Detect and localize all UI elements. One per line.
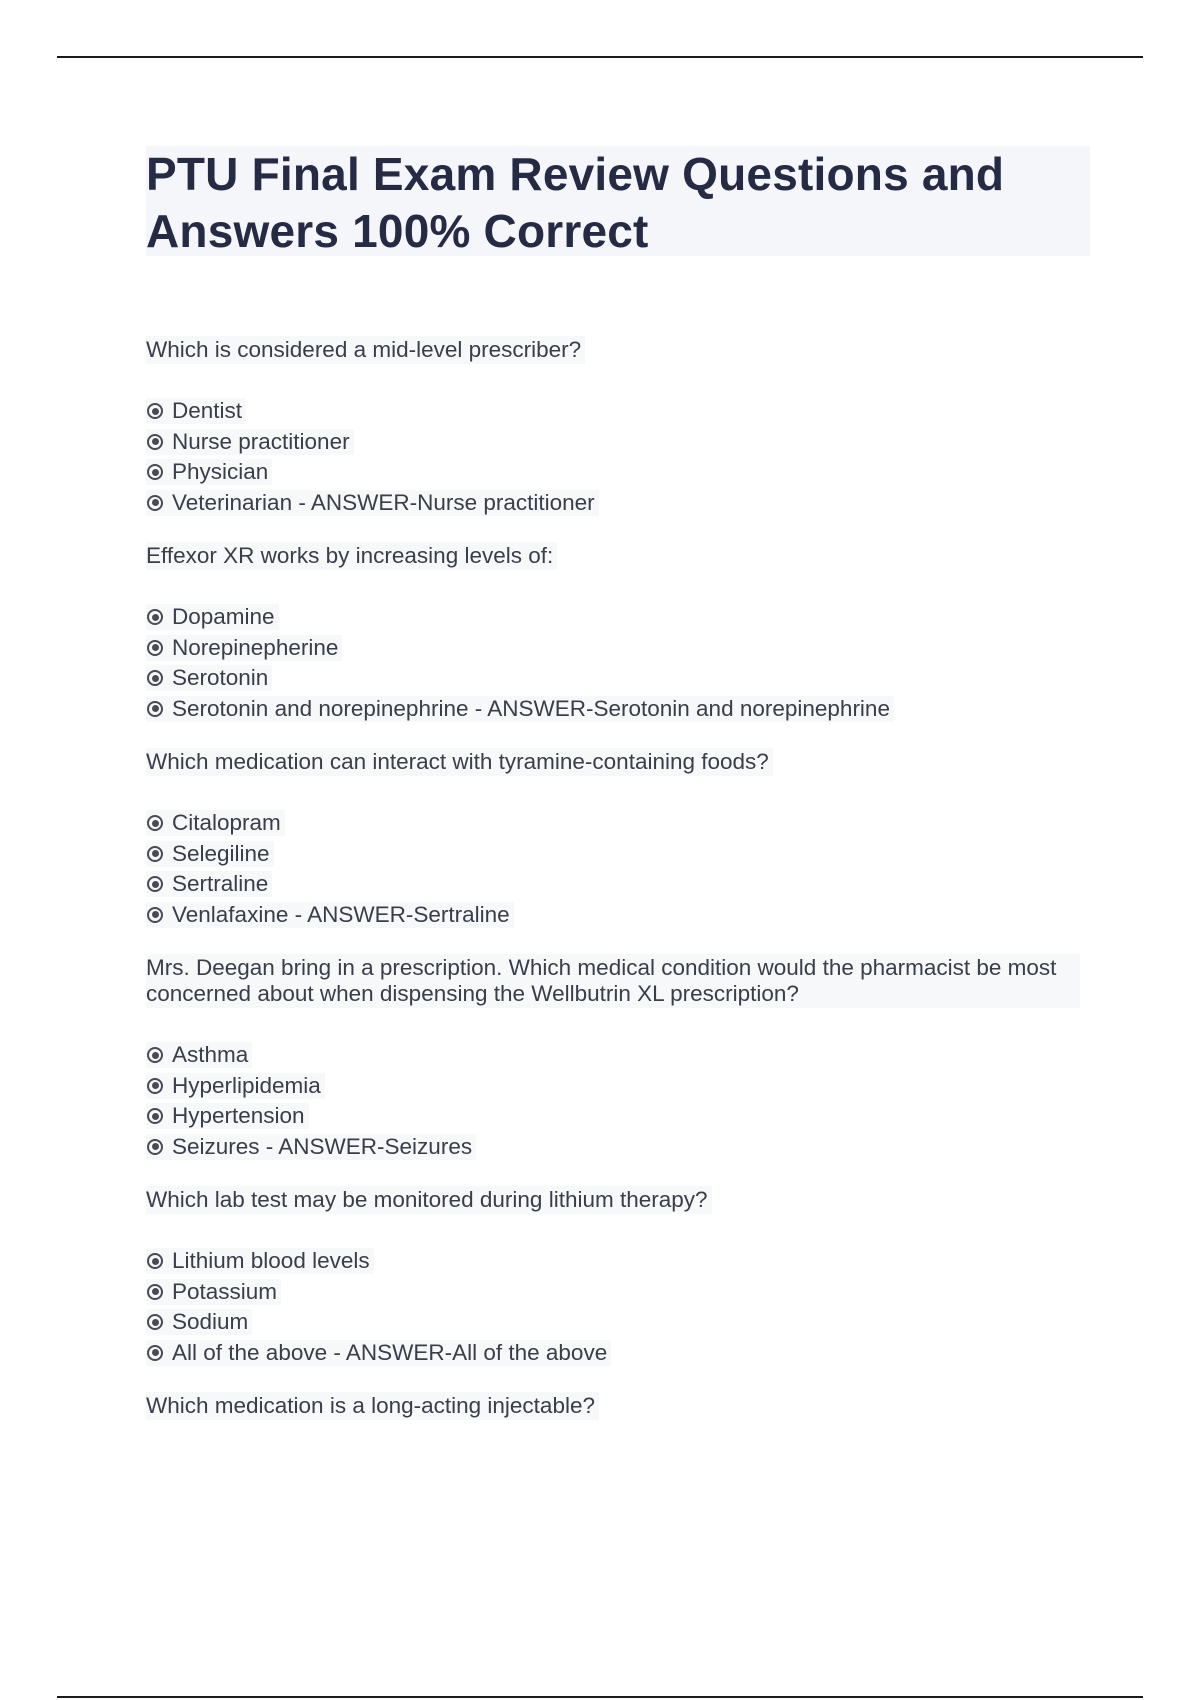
- option-label: Norepinepherine: [172, 634, 339, 660]
- option-list: [146, 1246, 1090, 1368]
- radio-bullet-icon: [147, 1284, 163, 1300]
- radio-bullet-icon: [147, 876, 163, 892]
- option-label: Seizures - ANSWER-Seizures: [172, 1133, 473, 1159]
- question-text: Effexor XR works by increasing levels of:: [146, 542, 557, 570]
- radio-bullet-icon: [147, 495, 163, 511]
- option-item: [146, 839, 1090, 870]
- option-item: [146, 1338, 1090, 1369]
- option-item: [146, 1071, 1090, 1102]
- option-item: [146, 808, 1090, 839]
- option-item: [146, 396, 1090, 427]
- option-item: [146, 602, 1090, 633]
- option-item: [146, 1246, 1090, 1277]
- option-label: Selegiline: [172, 840, 270, 866]
- option-label: Asthma: [172, 1042, 249, 1068]
- radio-bullet-icon: [147, 1047, 163, 1063]
- option-item: [146, 1307, 1090, 1338]
- question-item: [146, 1392, 1090, 1452]
- option-item: [146, 1101, 1090, 1132]
- title-block: [146, 146, 1090, 256]
- option-item: [146, 869, 1090, 900]
- radio-bullet-icon: [147, 846, 163, 862]
- document-title: PTU Final Exam Review Questions and Answers 100% Correct: [146, 148, 1005, 257]
- question-text: Mrs. Deegan bring in a prescription. Which medical condition would the pharmacist be most concerned about when dispensing the Wellbutrin XL prescription?: [146, 954, 1080, 1008]
- option-list: [146, 396, 1090, 518]
- top-rule: [57, 56, 1143, 58]
- radio-bullet-icon: [147, 434, 163, 450]
- question-item: [146, 542, 1090, 724]
- option-item: [146, 1040, 1090, 1071]
- radio-bullet-icon: [147, 907, 163, 923]
- radio-bullet-icon: [147, 464, 163, 480]
- option-label: Nurse practitioner: [172, 428, 350, 454]
- option-label: Physician: [172, 459, 269, 485]
- option-item: [146, 427, 1090, 458]
- radio-bullet-icon: [147, 701, 163, 717]
- radio-bullet-icon: [147, 1253, 163, 1269]
- radio-bullet-icon: [147, 815, 163, 831]
- question-text: Which lab test may be monitored during lithium therapy?: [146, 1186, 712, 1214]
- radio-bullet-icon: [147, 1108, 163, 1124]
- radio-bullet-icon: [147, 1314, 163, 1330]
- option-item: [146, 457, 1090, 488]
- radio-bullet-icon: [147, 1345, 163, 1361]
- question-item: [146, 336, 1090, 518]
- radio-bullet-icon: [147, 670, 163, 686]
- question-list: [146, 336, 1090, 1476]
- question-item: [146, 748, 1090, 930]
- option-list: [146, 808, 1090, 930]
- option-label: Serotonin: [172, 665, 269, 691]
- option-label: Veterinarian - ANSWER-Nurse practitioner: [172, 489, 595, 515]
- option-label: Serotonin and norepinephrine - ANSWER-Serotonin and norepinephrine: [172, 695, 890, 721]
- option-item: [146, 694, 1090, 725]
- option-list: [146, 1040, 1090, 1162]
- bottom-rule: [57, 1696, 1143, 1698]
- question-item: [146, 954, 1090, 1162]
- option-item: [146, 633, 1090, 664]
- question-text: Which medication can interact with tyramine-containing foods?: [146, 748, 773, 776]
- option-label: Citalopram: [172, 810, 281, 836]
- option-label: Venlafaxine - ANSWER-Sertraline: [172, 901, 510, 927]
- question-text: Which is considered a mid-level prescriber?: [146, 336, 585, 364]
- option-label: Hypertension: [172, 1103, 305, 1129]
- option-label: Hyperlipidemia: [172, 1072, 321, 1098]
- radio-bullet-icon: [147, 403, 163, 419]
- radio-bullet-icon: [147, 1139, 163, 1155]
- option-label: Sodium: [172, 1309, 249, 1335]
- option-label: Potassium: [172, 1278, 278, 1304]
- question-item: [146, 1186, 1090, 1368]
- option-label: Sertraline: [172, 871, 269, 897]
- option-label: Dentist: [172, 398, 243, 424]
- option-item: [146, 663, 1090, 694]
- option-label: Dopamine: [172, 604, 275, 630]
- option-item: [146, 900, 1090, 931]
- radio-bullet-icon: [147, 640, 163, 656]
- option-item: [146, 1277, 1090, 1308]
- question-text: Which medication is a long-acting injectable?: [146, 1392, 599, 1420]
- option-item: [146, 488, 1090, 519]
- option-list: [146, 602, 1090, 724]
- option-item: [146, 1132, 1090, 1163]
- option-label: Lithium blood levels: [172, 1248, 370, 1274]
- radio-bullet-icon: [147, 609, 163, 625]
- radio-bullet-icon: [147, 1078, 163, 1094]
- option-label: All of the above - ANSWER-All of the above: [172, 1339, 608, 1365]
